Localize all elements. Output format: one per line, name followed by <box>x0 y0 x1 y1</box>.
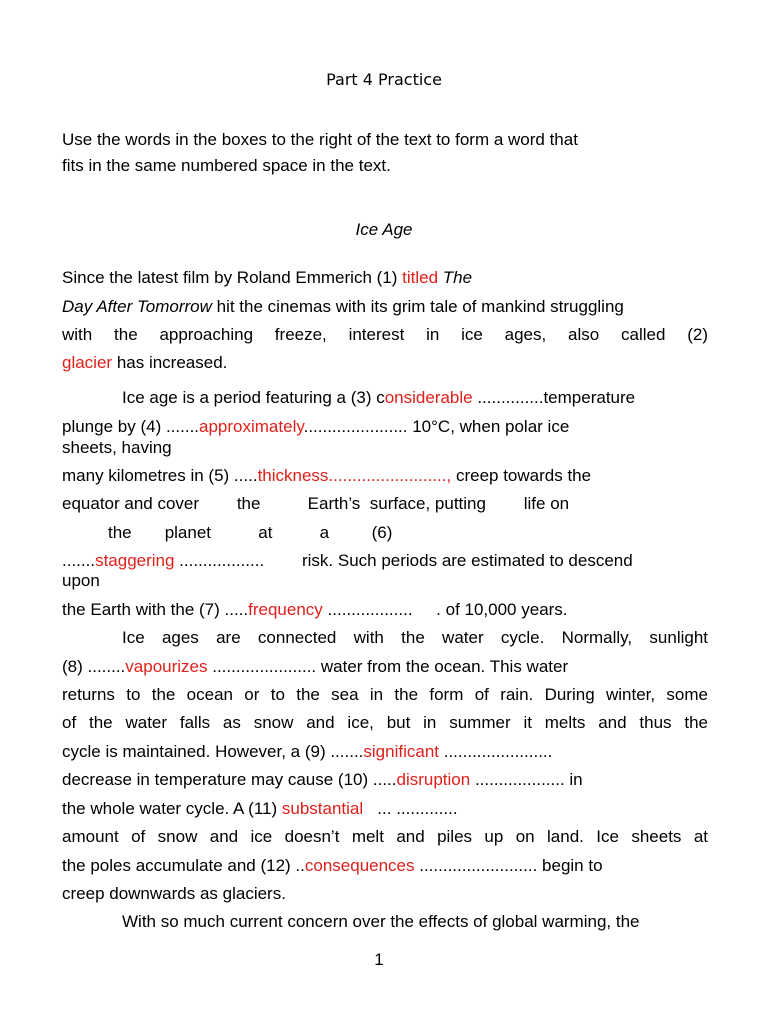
text-line-13: the Earth with the (7) .....frequency .................. . of 10,000 years. <box>62 600 568 619</box>
page-number: 1 <box>374 950 384 969</box>
text-line-2: Day After Tomorrow hit the cinemas with its grim tale of mankind struggling <box>62 297 624 316</box>
text-line-19: decrease in temperature may cause (10) .....disruption ................... in <box>62 770 583 789</box>
text-line-17: of the water falls as snow and ice, but in summer it melts and thus the <box>62 713 708 732</box>
text-line-22: the poles accumulate and (12) ..consequences ......................... begin to <box>62 856 603 875</box>
answer-4: approximately <box>199 417 304 436</box>
text-line-18: cycle is maintained. However, a (9) .......significant ....................... <box>62 742 553 761</box>
text-line-11: .......staggering .................. risk. Such periods are estimated to descend <box>62 551 633 570</box>
text-line-4: glacier has increased. <box>62 353 228 372</box>
text-line-20: the whole water cycle. A (11) substantial ... ............. <box>62 799 458 818</box>
film-title: Day After Tomorrow <box>62 297 212 316</box>
text-line-24: With so much current concern over the effects of global warming, the <box>122 912 640 931</box>
text-line-16: returns to the ocean or to the sea in the form of rain. During winter, some <box>62 685 708 704</box>
text-line-8: many kilometres in (5) .....thickness........................., creep towards the <box>62 466 592 485</box>
answer-7: frequency <box>248 600 323 619</box>
instructions-line-1: Use the words in the boxes to the right of the text to form a word that <box>62 130 578 149</box>
answer-9: significant <box>363 742 440 761</box>
text-line-5: Ice age is a period featuring a (3) considerable ..............temperature <box>122 388 636 407</box>
text-line-10: the planet at a (6) <box>108 523 393 542</box>
text-line-12: upon <box>62 571 100 590</box>
answer-2: glacier <box>62 353 113 372</box>
text-line-14: Ice ages are connected with the water cycle. Normally, sunlight <box>122 628 708 647</box>
answer-12: consequences <box>304 856 415 875</box>
text-line-9: equator and cover the Earth’s surface, putting life on <box>62 494 570 513</box>
text-subtitle: Ice Age <box>355 220 413 239</box>
text-line-23: creep downwards as glaciers. <box>62 884 286 903</box>
text-line-3: with the approaching freeze, interest in ice ages, also called (2) <box>62 325 708 344</box>
answer-11: substantial <box>281 799 364 818</box>
text-line-6: plunge by (4) .......approximately...................... 10°C, when polar ice <box>62 417 570 436</box>
answer-1: titled <box>402 268 439 287</box>
text-line-1: Since the latest film by Roland Emmerich (1) titled The <box>62 268 473 287</box>
text-line-7: sheets, having <box>62 438 172 457</box>
text-line-15: (8) ........vapourizes ...................... water from the ocean. This water <box>62 657 569 676</box>
page-title: Part 4 Practice <box>326 70 442 89</box>
instructions-line-2: fits in the same numbered space in the text. <box>62 156 391 175</box>
answer-3: onsiderable <box>384 388 473 407</box>
answer-5: thickness........................., <box>257 466 452 485</box>
answer-6: staggering <box>95 551 175 570</box>
answer-8: vapourizes <box>125 657 208 676</box>
text-line-21: amount of snow and ice doesn’t melt and piles up on land. Ice sheets at <box>62 827 708 846</box>
answer-10: disruption <box>396 770 471 789</box>
